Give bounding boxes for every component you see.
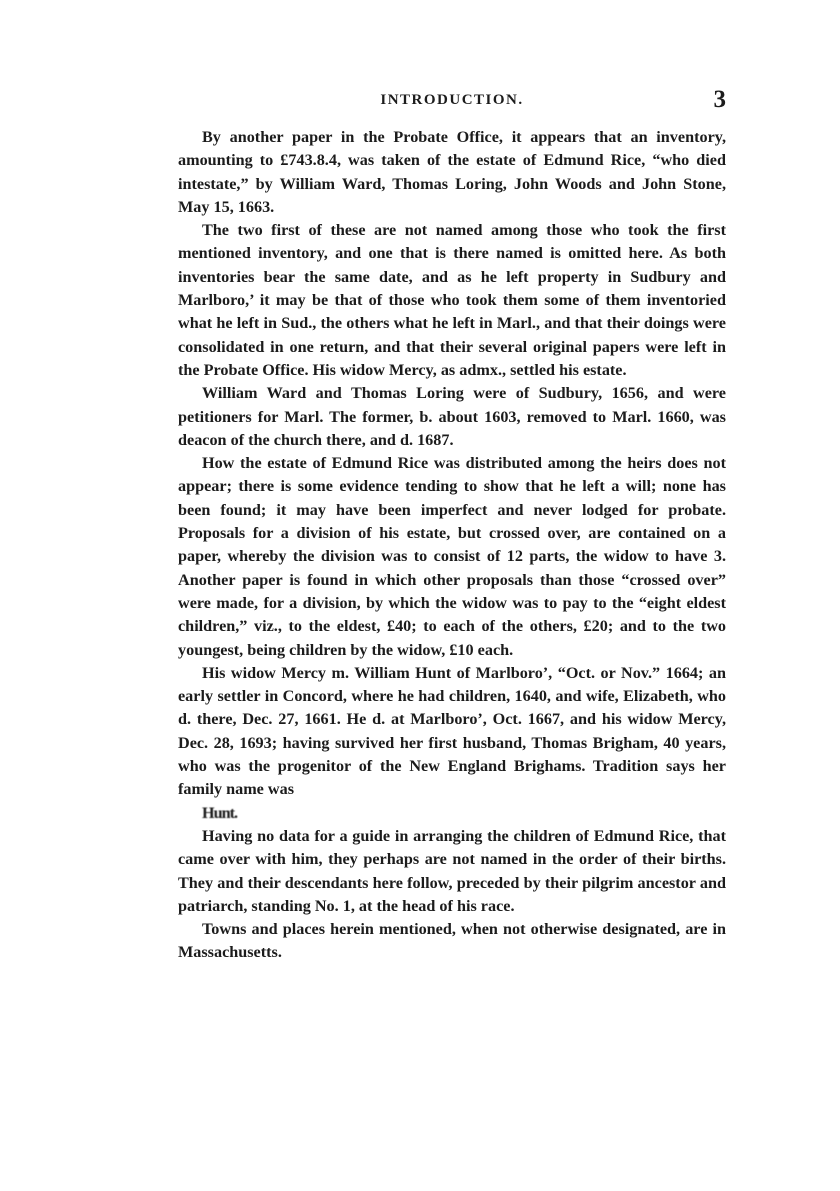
paragraph-towns-note: Towns and places herein mentioned, when not otherwise designated, are in Massachusetts. <box>178 920 726 962</box>
paragraph-widow-mercy <box>178 662 726 825</box>
paragraph-widow-mercy-text: His widow Mercy m. William Hunt of Marlboro’, “Oct. or Nov.” 1664; an early settler in Concord, where he had children, 1640, and wife, Elizabeth, who d. there, Dec. 27, 1661. He d. at Marlboro’, Oct. 1667, and his widow Mercy, Dec. 28, 1693; having survived her first husband, Thomas Brigham, 40 years, who was the progenitor of the New England Brighams. Tradition says her family name was <box>178 663 726 799</box>
page-header <box>178 86 726 116</box>
page-number: 3 <box>713 86 726 113</box>
paragraph-inventory: By another paper in the Probate Office, it appears that an inventory, amounting to £743.8.4, was taken of the estate of Edmund Rice, “who died intestate,” by William Ward, Thomas Loring, John Woods and John Stone, May 15, 1663. <box>178 128 726 216</box>
body-text <box>178 126 726 965</box>
paragraph-estate-distribution: How the estate of Edmund Rice was distributed among the heirs does not appear; there is some evidence tending to show that he left a will; none has been found; it may have been imperfect and never lodged for probate. Proposals for a division of his estate, but crossed over, are contained on a paper, whereby the division was to consist of 12 parts, the widow to have 3. Another paper is found in which other proposals than those “crossed over” were made, for a division, by which the widow was to pay to the “eight eldest children,” viz., to the eldest, £40; to each of the others, £20; and to the two youngest, being children by the widow, £10 each. <box>178 454 726 659</box>
smudged-family-name: Hunt. <box>202 803 238 822</box>
paragraph-ward-loring: William Ward and Thomas Loring were of Sudbury, 1656, and were petitioners for Marl. The former, b. about 1603, removed to Marl. 1660, was deacon of the church there, and d. 1687. <box>178 384 726 449</box>
paragraph-inventories-compared: The two first of these are not named among those who took the first mentioned inventory, and one that is there named is omitted here. As both inventories bear the same date, and as he left property in Sudbury and Marlboro,’ it may be that of those who took them some of them inventoried what he left in Sud., the others what he left in Marl., and that their doings were consolidated in one return, and that their several original papers were left in the Probate Office. His widow Mercy, as admx., settled his estate. <box>178 221 726 379</box>
running-title: INTRODUCTION. <box>380 92 524 108</box>
paragraph-children-order: Having no data for a guide in arranging the children of Edmund Rice, that came over with him, they perhaps are not named in the order of their births. They and their descendants here follow, preceded by their pilgrim ancestor and patriarch, standing No. 1, at the head of his race. <box>178 826 726 915</box>
